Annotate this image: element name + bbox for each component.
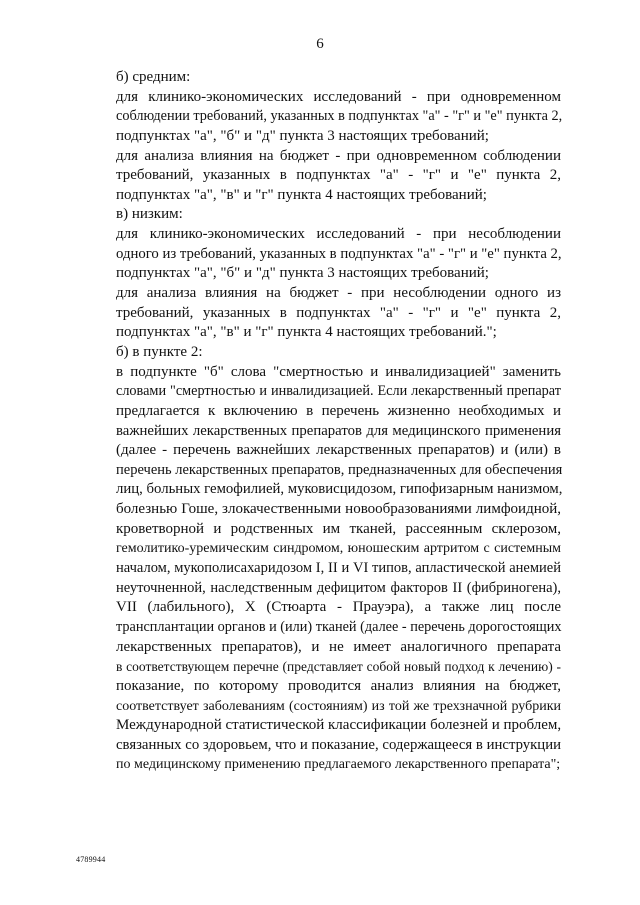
text-line: лекарственных препаратов), и не имеет аналогичного препарата [116, 638, 561, 655]
text-line: предлагается к включению в перечень жизненно необходимых и [116, 402, 561, 419]
text-line: болезнью Гоше, злокачественными новообразованиями лимфоидной, [116, 501, 561, 518]
text-line: для анализа влияния на бюджет - при одновременном соблюдении [116, 147, 561, 164]
text-line: б) в пункте 2: [116, 343, 203, 360]
text-line: началом, мукополисахаридозом I, II и VI типов, апластической анемией [116, 560, 561, 577]
text-line: лиц, больных гемофилией, муковисцидозом, гипофизарным нанизмом, [116, 481, 563, 498]
paragraph [80, 363, 561, 775]
paragraph [80, 284, 561, 343]
text-line: б) средним: [116, 69, 191, 85]
text-line: для клинико-экономических исследований - при одновременном [116, 88, 561, 105]
text-line: для клинико-экономических исследований - при несоблюдении [116, 226, 561, 243]
text-line: словами "смертностью и инвалидизацией. Если лекарственный препарат [116, 383, 561, 400]
paragraph [80, 88, 561, 147]
text-line: одного из требований, указанных в подпунктах "а" - "г" и "е" пункта 2, [116, 245, 562, 262]
text-line: трансплантации органов и (или) тканей (далее - перечень дорогостоящих [116, 618, 562, 635]
text-line: важнейших лекарственных препаратов для медицинского применения [116, 422, 561, 439]
text-line: перечень лекарственных препаратов, предназначенных для обеспечения [116, 461, 563, 478]
text-line: соответствует заболеваниям (состояниям) из той же трехзначной рубрики [116, 698, 561, 714]
text-line: в) низким: [116, 206, 183, 223]
text-line: требований, указанных в подпунктах "а" - "г" и "е" пункта 2, [116, 304, 561, 321]
text-line: кроветворной и родственных им тканей, рассеянным склерозом, [116, 520, 561, 537]
text-line: подпунктах "а", "в" и "г" пункта 4 настоящих требований."; [116, 324, 497, 341]
text-line: в подпункте "б" слова "смертностью и инвалидизацией" заменить [116, 363, 561, 380]
paragraph [80, 68, 561, 88]
text-line: Международной статистической классификации болезней и проблем, [116, 717, 562, 734]
text-line: соблюдении требований, указанных в подпунктах "а" - "г" и "е" пункта 2, [116, 108, 563, 125]
paragraph [80, 147, 561, 206]
paragraph [80, 343, 561, 363]
text-line: VII (лабильного), X (Стюарта - Прауэра), а также лиц после [116, 599, 561, 616]
document-code: 4789944 [76, 855, 106, 864]
text-line: подпунктах "а", "б" и "д" пункта 3 настоящих требований; [116, 127, 489, 144]
text-line: требований, указанных в подпунктах "а" - "г" и "е" пункта 2, [116, 167, 561, 184]
paragraph [80, 205, 561, 225]
document-body [80, 68, 561, 775]
text-line: показание, по которому проводится анализ влияния на бюджет, [116, 677, 561, 694]
text-line: связанных со здоровьем, что и показание, содержащееся в инструкции [116, 736, 561, 753]
page-number: 6 [316, 36, 324, 52]
text-line: (далее - перечень важнейших лекарственных препаратов) и (или) в [116, 442, 561, 459]
text-line: подпунктах "а", "б" и "д" пункта 3 настоящих требований; [116, 265, 489, 282]
text-line: по медицинскому применению предлагаемого лекарственного препарата"; [116, 757, 561, 773]
text-line: подпунктах "а", "в" и "г" пункта 4 настоящих требований; [116, 186, 487, 203]
text-line: в соответствующем перечне (представляет собой новый подход к лечению) - [116, 659, 561, 675]
text-line: гемолитико-уремическим синдромом, юношеским артритом с системным [116, 541, 561, 557]
text-line: для анализа влияния на бюджет - при несоблюдении одного из [116, 285, 561, 302]
paragraph [80, 225, 561, 284]
text-line: неуточненной, наследственным дефицитом факторов II (фибриногена), [116, 579, 561, 596]
